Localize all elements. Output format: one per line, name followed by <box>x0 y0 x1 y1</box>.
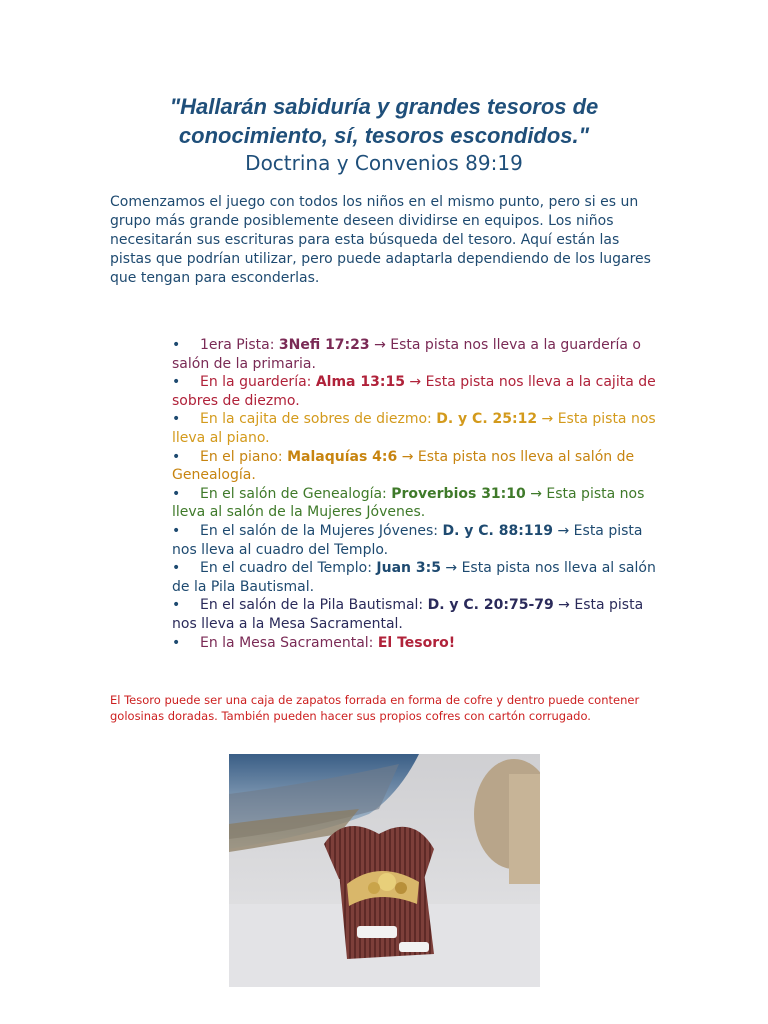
bullet-icon: • <box>172 374 181 391</box>
bullet-icon: • <box>172 522 181 539</box>
clue-scripture-reference: Alma 13:15 <box>315 374 405 391</box>
clue-scripture-reference: D. y C. 20:75-79 <box>427 597 554 614</box>
clue-destination: → Esta pista nos lleva a la Mesa Sacramental. <box>172 597 644 632</box>
clue-item <box>172 522 662 559</box>
clue-item <box>172 336 662 373</box>
clue-scripture-reference: D. y C. 25:12 <box>436 411 538 428</box>
clue-destination: → Esta pista nos lleva al salón de Genealogía. <box>172 448 635 484</box>
clue-scripture-reference: Proverbios 31:10 <box>391 485 526 502</box>
clue-destination: → Esta pista nos lleva al cuadro del Templo. <box>172 522 643 558</box>
bullet-icon: • <box>172 560 181 577</box>
clue-location: En la cajita de sobres de diezmo: <box>200 411 437 428</box>
clue-location: 1era Pista: <box>200 337 279 353</box>
clue-destination: → Esta pista nos lleva al salón de la Mujeres Jóvenes. <box>172 485 645 521</box>
clue-list <box>172 336 662 652</box>
clue-location: En el cuadro del Templo: <box>200 560 377 577</box>
bullet-icon: • <box>172 448 181 465</box>
treasure-box-photo <box>229 754 540 987</box>
scripture-quote: "Hallarán sabiduría y grandes tesoros de conocimiento, sí, tesoros escondidos." <box>169 94 599 148</box>
clue-destination: → Esta pista nos lleva al salón de la Pila Bautismal. <box>172 560 656 595</box>
bullet-icon: • <box>172 597 181 614</box>
clue-destination: → Esta pista nos lleva a la guardería o salón de la primaria. <box>172 337 641 372</box>
intro-paragraph: Comenzamos el juego con todos los niños en el mismo punto, pero si es un grupo más grande posiblemente deseen dividirse en equipos. Los niños necesitarán sus escrituras para esta búsqueda del tesoro. Aquí están las pistas que podrían utilizar, pero puede adaptarla dependiendo de los lugares que tengan para esconderlas. <box>110 194 651 286</box>
clue-scripture-reference: 3Nefi 17:23 <box>278 337 370 353</box>
clue-location: En el piano: <box>200 448 288 465</box>
clue-location: En el salón de Genealogía: <box>200 485 392 502</box>
clue-item <box>172 634 662 653</box>
clue-item <box>172 559 662 596</box>
treasure-note: El Tesoro puede ser una caja de zapatos forrada en forma de cofre y dentro puede contener golosinas doradas. También pueden hacer sus propios cofres con cartón corrugado. <box>110 693 640 723</box>
clue-location: En la Mesa Sacramental: <box>200 634 378 651</box>
scripture-reference: Doctrina y Convenios 89:19 <box>245 151 523 175</box>
clue-item <box>172 485 662 522</box>
clue-destination: → Esta pista nos lleva a la cajita de sobres de diezmo. <box>172 374 656 409</box>
bullet-icon: • <box>172 485 181 502</box>
clue-scripture-reference: El Tesoro! <box>377 634 456 651</box>
clue-scripture-reference: D. y C. 88:119 <box>442 522 554 539</box>
bullet-icon: • <box>172 634 181 651</box>
clue-item <box>172 373 662 410</box>
clue-location: En el salón de la Mujeres Jóvenes: <box>200 522 443 539</box>
clue-scripture-reference: Juan 3:5 <box>376 560 441 577</box>
clue-item <box>172 410 662 447</box>
clue-location: En la guardería: <box>200 374 316 391</box>
bullet-icon: • <box>172 411 181 428</box>
clue-destination: → Esta pista nos lleva al piano. <box>172 411 656 446</box>
clue-item <box>172 448 662 485</box>
bullet-icon: • <box>172 337 181 353</box>
clue-scripture-reference: Malaquías 4:6 <box>287 448 398 465</box>
clue-item <box>172 596 662 633</box>
clue-location: En el salón de la Pila Bautismal: <box>200 597 428 614</box>
